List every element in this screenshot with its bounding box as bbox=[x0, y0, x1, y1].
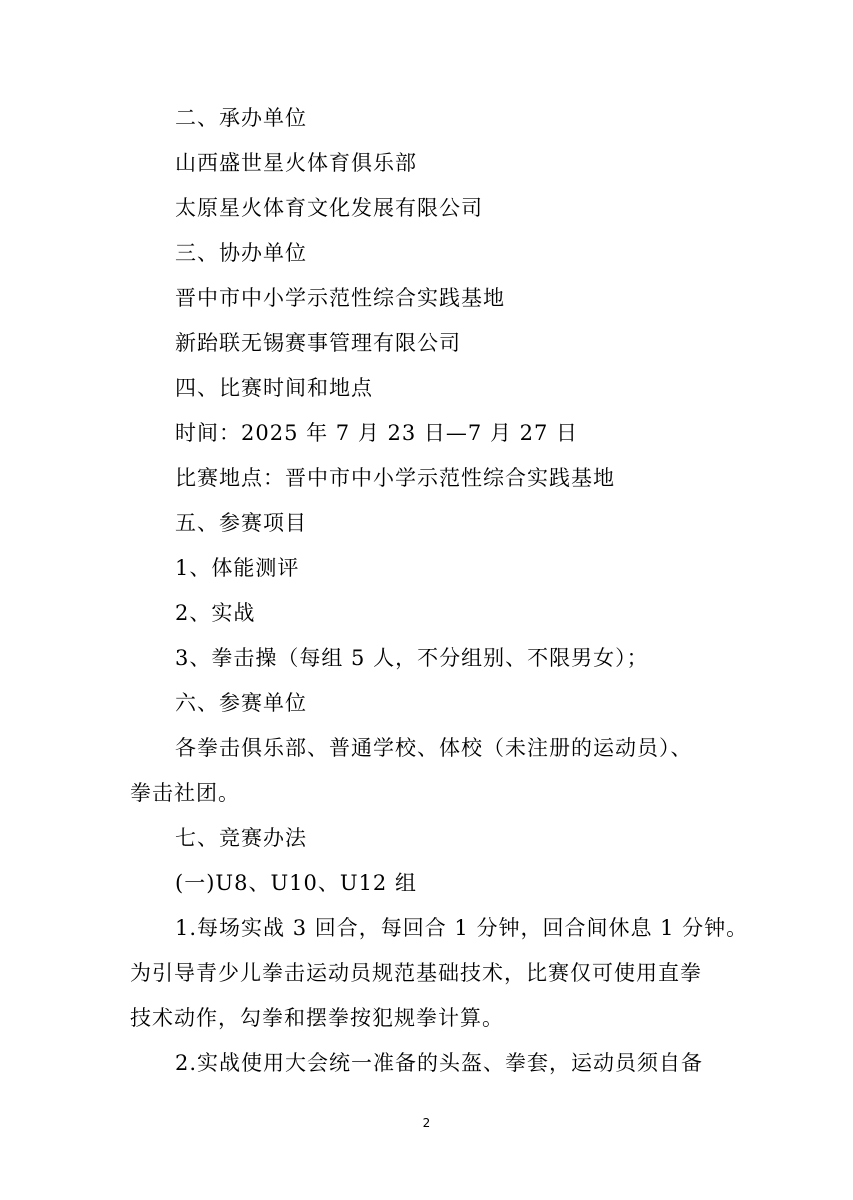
organizer-line-2: 太原星火体育文化发展有限公司 bbox=[175, 196, 483, 220]
place-line: 比赛地点：晋中市中小学示范性综合实践基地 bbox=[175, 466, 615, 490]
participants-line-2: 拳击社团。 bbox=[130, 781, 240, 805]
organizer-line-1: 山西盛世星火体育俱乐部 bbox=[175, 151, 417, 175]
section-heading-participants: 六、参赛单位 bbox=[175, 691, 307, 715]
rule-1-line-3: 技术动作，勾拳和摆拳按犯规拳计算。 bbox=[130, 1006, 504, 1030]
co-organizer-line-1: 晋中市中小学示范性综合实践基地 bbox=[175, 286, 505, 310]
section-heading-events: 五、参赛项目 bbox=[175, 511, 307, 535]
participants-line-1: 各拳击俱乐部、普通学校、体校（未注册的运动员）、 bbox=[175, 736, 693, 760]
event-item-1: 1、体能测评 bbox=[175, 556, 300, 580]
event-item-2: 2、实战 bbox=[175, 601, 256, 625]
rule-1-line-2: 为引导青少儿拳击运动员规范基础技术，比赛仅可使用直拳 bbox=[130, 961, 702, 985]
section-heading-time-place: 四、比赛时间和地点 bbox=[175, 376, 373, 400]
section-heading-co-organizer: 三、协办单位 bbox=[175, 241, 307, 265]
event-item-3: 3、拳击操（每组 5 人，不分组别、不限男女）； bbox=[175, 646, 649, 670]
section-heading-organizer: 二、承办单位 bbox=[175, 106, 307, 130]
page-number: 2 bbox=[422, 1116, 431, 1130]
time-line: 时间：2025 年 7 月 23 日—7 月 27 日 bbox=[175, 421, 579, 445]
co-organizer-line-2: 新跆联无锡赛事管理有限公司 bbox=[175, 331, 461, 355]
rule-2-line-1: 2.实战使用大会统一准备的头盔、拳套，运动员须自备 bbox=[175, 1051, 704, 1075]
rules-subheading: (一)U8、U10、U12 组 bbox=[175, 871, 417, 895]
section-heading-rules: 七、竞赛办法 bbox=[175, 826, 307, 850]
rule-1-line-1: 1.每场实战 3 回合，每回合 1 分钟，回合间休息 1 分钟。 bbox=[175, 916, 749, 940]
